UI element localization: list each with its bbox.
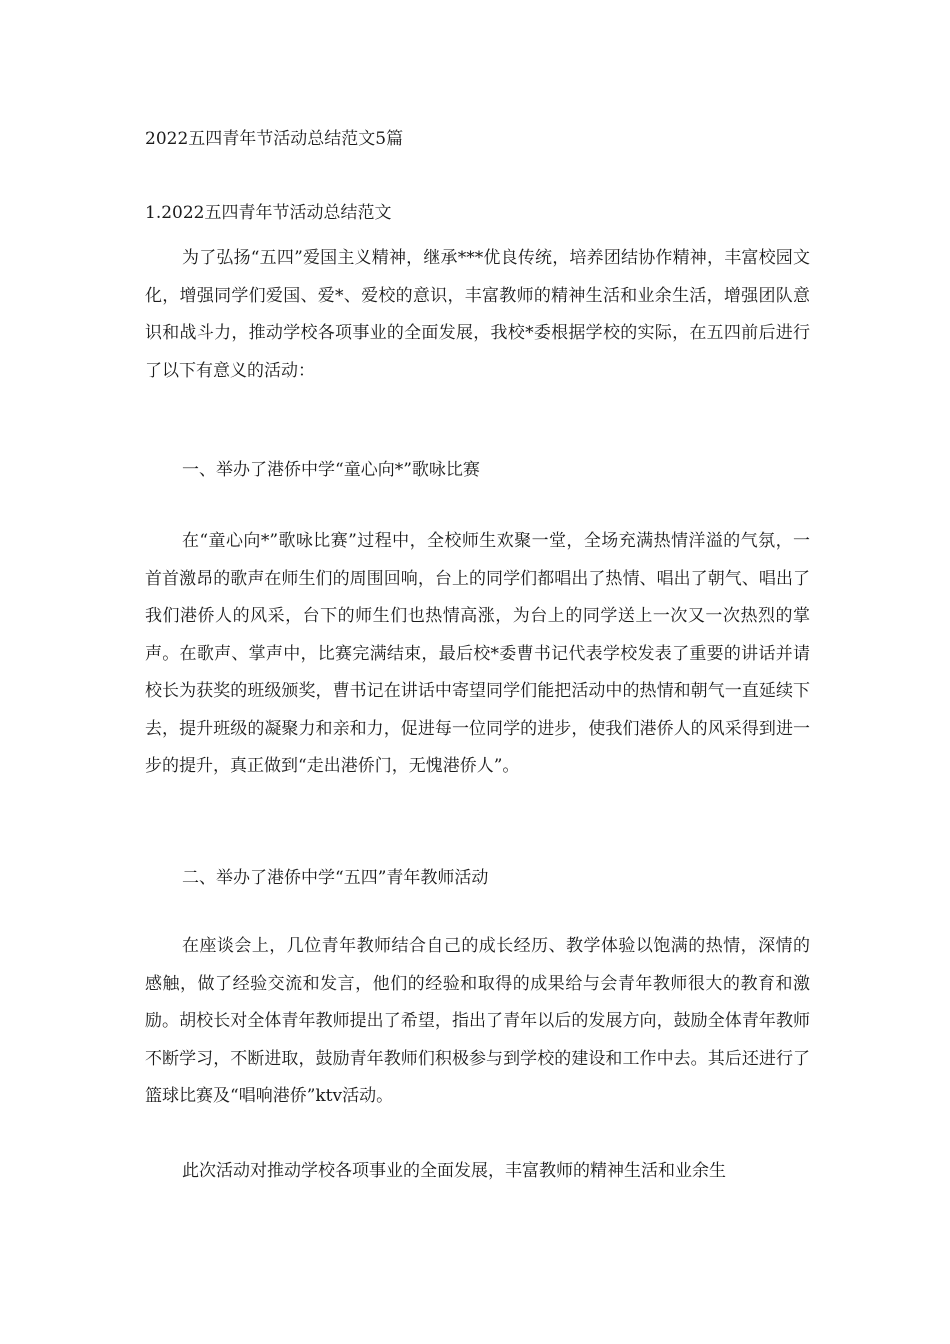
section-heading-2: 二、举办了港侨中学“五四”青年教师活动 [182, 868, 489, 888]
document-subtitle: 1.2022五四青年节活动总结范文 [145, 203, 392, 223]
paragraph-conclusion: 此次活动对推动学校各项事业的全面发展，丰富教师的精神生活和业余生 [182, 1161, 726, 1181]
paragraph-teacher-activity: 在座谈会上，几位青年教师结合自己的成长经历、教学体验以饱满的热情，深情的感触，做了经验交流和发言，他们的经验和取得的成果给与会青年教师很大的教育和激励。胡校长对全体青年教师提出了希望，指出了青年以后的发展方向，鼓励全体青年教师不断学习，不断进取，鼓励青年教师们积极参与到学校的建设和工作中去。其后还进行了篮球比赛及“唱响港侨”ktv活动。 [145, 936, 810, 1106]
document-title: 2022五四青年节活动总结范文5篇 [145, 129, 404, 149]
paragraph-singing-contest: 在“童心向*”歌咏比赛”过程中，全校师生欢聚一堂，全场充满热情洋溢的气氛，一首首激昂的歌声在师生们的周围回响，台上的同学们都唱出了热情、唱出了朝气、唱出了我们港侨人的风采，台下的师生们也热情高涨，为台上的同学送上一次又一次热烈的掌声。在歌声、掌声中，比赛完满结束，最后校*委曹书记代表学校发表了重要的讲话并请校长为获奖的班级颁奖，曹书记在讲话中寄望同学们能把活动中的热情和朝气一直延续下去，提升班级的凝聚力和亲和力，促进每一位同学的进步，使我们港侨人的风采得到进一步的提升，真正做到“走出港侨门，无愧港侨人”。 [145, 531, 810, 776]
section-heading-1: 一、举办了港侨中学“童心向*”歌咏比赛 [182, 460, 480, 480]
paragraph-intro: 为了弘扬“五四”爱国主义精神，继承***优良传统，培养团结协作精神，丰富校园文化，增强同学们爱国、爱*、爱校的意识，丰富教师的精神生活和业余生活，增强团队意识和战斗力，推动学校各项事业的全面发展，我校*委根据学校的实际，在五四前后进行了以下有意义的活动： [145, 248, 810, 381]
